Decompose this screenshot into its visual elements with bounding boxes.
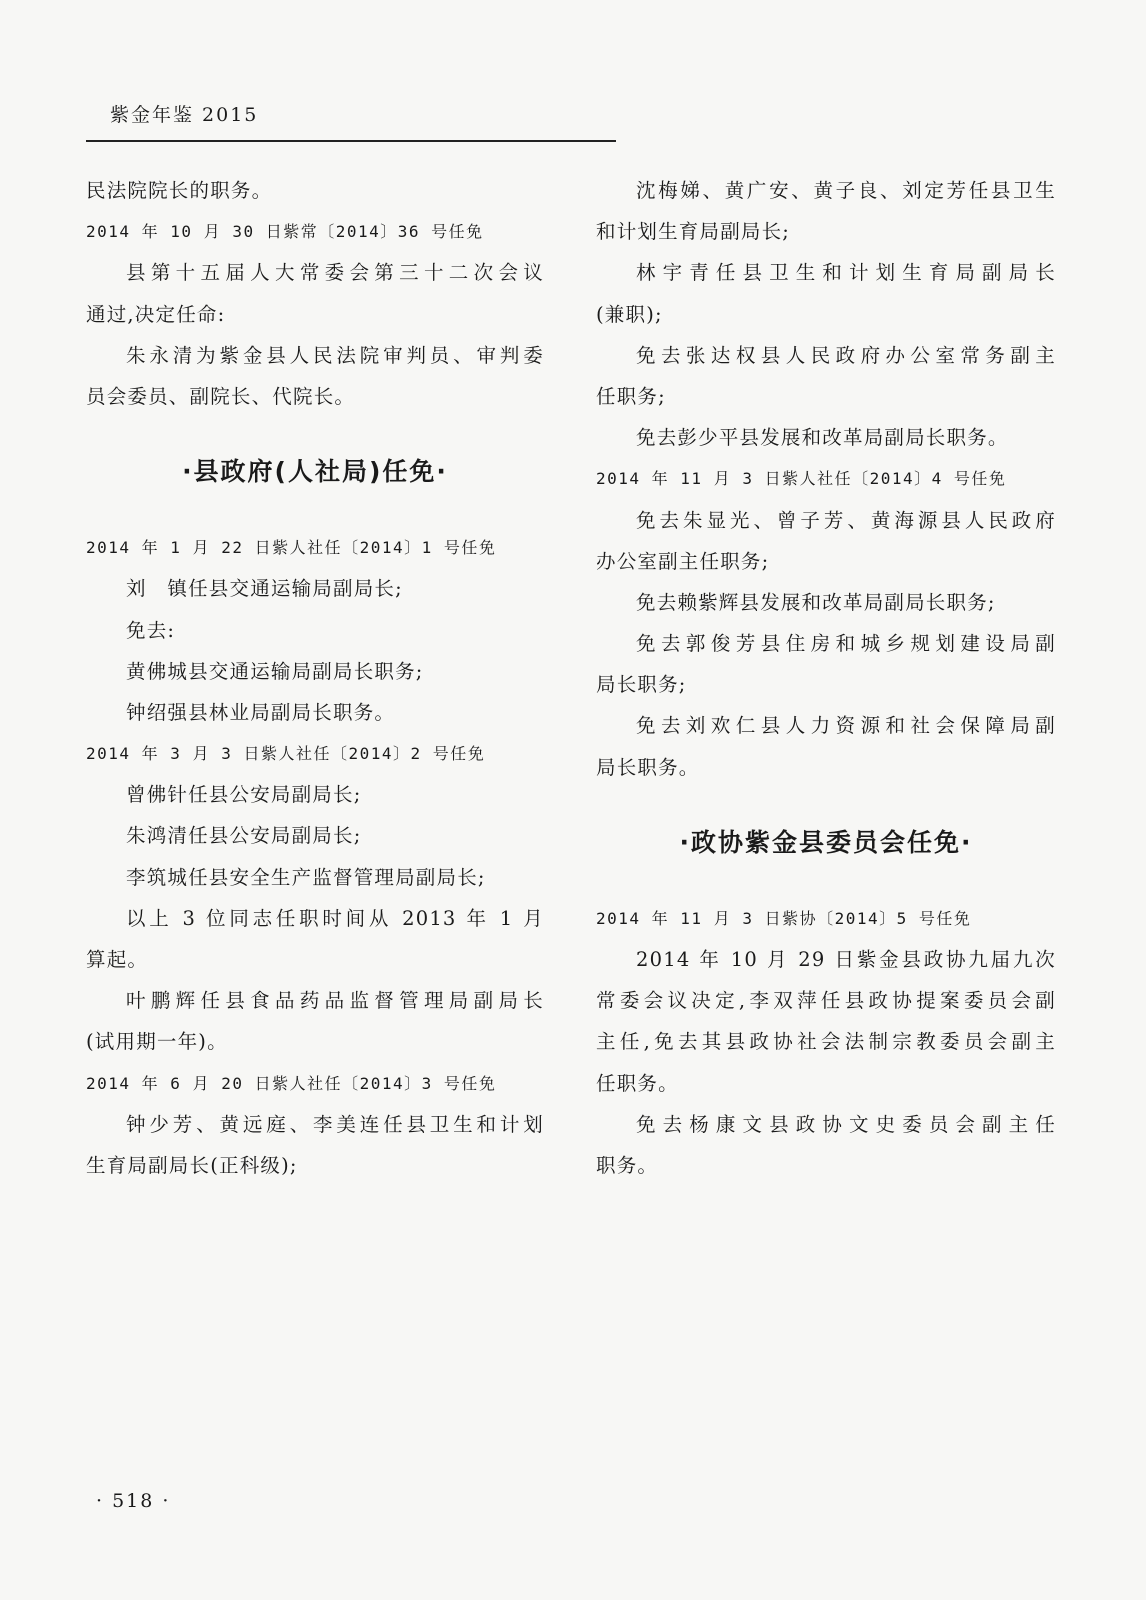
paragraph-line: 免去: <box>126 618 176 642</box>
paragraph-line: 朱永清为紫金县人民法院审判员、审判委 <box>126 343 544 367</box>
paragraph-line: 局长职务。 <box>596 755 700 779</box>
paragraph-line: 沈梅娣、黄广安、黄子良、刘定芳任县卫生 <box>636 179 1056 202</box>
paragraph-line: 免去彭少平县发展和改革局副局长职务。 <box>636 426 1009 450</box>
paragraph-line: 免去刘欢仁县人力资源和社会保障局副 <box>636 714 1056 738</box>
paragraph-line: 李筑城任县安全生产监督管理局副局长; <box>126 865 486 889</box>
running-header: 紫金年鉴 2015 <box>110 104 259 126</box>
paragraph-line: 任职务; <box>596 384 666 408</box>
paragraph-line: 免去杨康文县政协文史委员会副主任 <box>636 1112 1056 1136</box>
right-column <box>596 170 1056 1186</box>
document-number: 2014 年 1 月 22 日紫人社任〔2014〕1 号任免 <box>86 538 497 558</box>
section-heading: ·县政府(人社局)任免· <box>182 457 448 487</box>
document-number: 2014 年 11 月 3 日紫人社任〔2014〕4 号任免 <box>596 469 1007 489</box>
paragraph-line: 免去张达权县人民政府办公室常务副主 <box>636 343 1056 367</box>
paragraph-line: 黄佛城县交通运输局副局长职务; <box>126 659 424 683</box>
section-heading: ·政协紫金县委员会任免· <box>679 827 973 857</box>
paragraph-line: 免去赖紫辉县发展和改革局副局长职务; <box>636 590 996 614</box>
paragraph-line: 免去朱显光、曾子芳、黄海源县人民政府 <box>636 508 1056 532</box>
paragraph-line: 曾佛针任县公安局副局长; <box>126 783 362 807</box>
paragraph-line: 钟少芳、黄远庭、李美连任县卫生和计划 <box>126 1112 544 1136</box>
document-number: 2014 年 10 月 30 日紫常〔2014〕36 号任免 <box>86 222 484 242</box>
paragraph-line: 员会委员、副院长、代院长。 <box>86 384 356 408</box>
paragraph-line: 县第十五届人大常委会第三十二次会议 <box>126 261 544 285</box>
paragraph-line: 办公室副主任职务; <box>596 549 770 573</box>
document-number: 2014 年 11 月 3 日紫协〔2014〕5 号任免 <box>596 908 972 928</box>
left-column <box>86 170 544 1186</box>
paragraph-line: 主任,免去其县政协社会法制宗教委员会副主 <box>596 1030 1056 1054</box>
document-number: 2014 年 6 月 20 日紫人社任〔2014〕3 号任免 <box>86 1073 497 1093</box>
paragraph-line: 免去郭俊芳县住房和城乡规划建设局副 <box>636 632 1056 656</box>
paragraph-line: 钟绍强县林业局副局长职务。 <box>126 700 396 724</box>
document-number: 2014 年 3 月 3 日紫人社任〔2014〕2 号任免 <box>86 744 486 764</box>
paragraph-line: 生育局副局长(正科级); <box>86 1153 298 1177</box>
paragraph-line: 朱鸿清任县公安局副局长; <box>126 824 362 848</box>
paragraph-line: (试用期一年)。 <box>86 1030 228 1054</box>
paragraph-line: 常委会议决定,李双萍任县政协提案委员会副 <box>596 989 1056 1013</box>
paragraph-line: 局长职务; <box>596 673 687 697</box>
header-rule <box>86 140 616 142</box>
paragraph-line: 以上 3 位同志任职时间从 2013 年 1 月 <box>126 906 544 930</box>
paragraph-line: 和计划生育局副局长; <box>596 220 791 244</box>
paragraph-line: 职务。 <box>596 1153 659 1177</box>
paragraph-line: 刘 镇任县交通运输局副局长; <box>126 577 403 601</box>
paragraph-line: 任职务。 <box>596 1071 679 1095</box>
paragraph-line: 算起。 <box>86 948 149 971</box>
paragraph-line: 2014 年 10 月 29 日紫金县政协九届九次 <box>636 948 1056 971</box>
paragraph-line: 叶鹏辉任县食品药品监督管理局副局长 <box>126 989 544 1013</box>
paragraph-line: 民法院院长的职务。 <box>86 179 273 202</box>
paragraph-line: 通过,决定任命: <box>86 302 226 326</box>
paragraph-line: (兼职); <box>596 302 663 326</box>
paragraph-line: 林宇青任县卫生和计划生育局副局长 <box>636 261 1056 285</box>
page-number: · 518 · <box>96 1490 171 1512</box>
